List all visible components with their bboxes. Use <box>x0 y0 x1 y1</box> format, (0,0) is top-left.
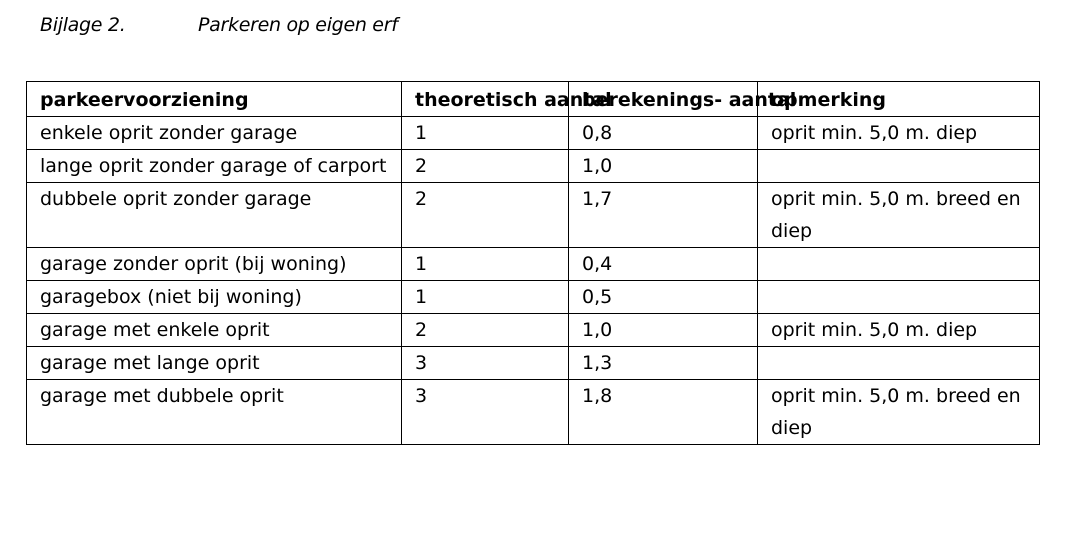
cell-opmerking <box>758 281 1040 314</box>
cell-opmerking <box>758 347 1040 380</box>
table-row <box>27 150 1040 183</box>
cell-parkeervoorziening: garage met dubbele oprit <box>27 380 402 445</box>
column-header-opmerking: opmerking <box>758 82 1040 117</box>
cell-opmerking: oprit min. 5,0 m. breed en diep <box>758 183 1040 248</box>
cell-berekeningsaantal: 1,0 <box>569 314 758 347</box>
cell-opmerking: oprit min. 5,0 m. breed en diep <box>758 380 1040 445</box>
cell-opmerking: oprit min. 5,0 m. diep <box>758 117 1040 150</box>
table-row <box>27 248 1040 281</box>
cell-theoretisch-aantal: 3 <box>402 380 569 445</box>
cell-theoretisch-aantal: 2 <box>402 183 569 248</box>
cell-parkeervoorziening: dubbele oprit zonder garage <box>27 183 402 248</box>
cell-berekeningsaantal: 0,8 <box>569 117 758 150</box>
appendix-number: Bijlage 2. <box>40 14 126 36</box>
cell-theoretisch-aantal: 1 <box>402 248 569 281</box>
cell-opmerking <box>758 248 1040 281</box>
cell-theoretisch-aantal: 1 <box>402 117 569 150</box>
cell-parkeervoorziening: garagebox (niet bij woning) <box>27 281 402 314</box>
table-header-row <box>27 82 1040 117</box>
cell-berekeningsaantal: 1,7 <box>569 183 758 248</box>
cell-berekeningsaantal: 1,3 <box>569 347 758 380</box>
cell-berekeningsaantal: 0,5 <box>569 281 758 314</box>
cell-opmerking: oprit min. 5,0 m. diep <box>758 314 1040 347</box>
column-header-parkeervoorziening: parkeervoorziening <box>27 82 402 117</box>
column-header-theoretisch-aantal: theoretisch aantal <box>402 82 569 117</box>
table-row <box>27 347 1040 380</box>
appendix-title: Parkeren op eigen erf <box>198 14 398 36</box>
cell-parkeervoorziening: garage zonder oprit (bij woning) <box>27 248 402 281</box>
cell-parkeervoorziening: lange oprit zonder garage of carport <box>27 150 402 183</box>
cell-berekeningsaantal: 0,4 <box>569 248 758 281</box>
cell-parkeervoorziening: garage met lange oprit <box>27 347 402 380</box>
cell-theoretisch-aantal: 2 <box>402 150 569 183</box>
table-row <box>27 380 1040 445</box>
table-row <box>27 117 1040 150</box>
cell-parkeervoorziening: garage met enkele oprit <box>27 314 402 347</box>
table-row <box>27 281 1040 314</box>
cell-berekeningsaantal: 1,8 <box>569 380 758 445</box>
column-header-berekeningsaantal: berekenings- aantal <box>569 82 758 117</box>
cell-theoretisch-aantal: 1 <box>402 281 569 314</box>
cell-opmerking <box>758 150 1040 183</box>
cell-parkeervoorziening: enkele oprit zonder garage <box>27 117 402 150</box>
parking-table <box>26 81 1040 445</box>
cell-berekeningsaantal: 1,0 <box>569 150 758 183</box>
table-row <box>27 314 1040 347</box>
cell-theoretisch-aantal: 2 <box>402 314 569 347</box>
table-row <box>27 183 1040 248</box>
cell-theoretisch-aantal: 3 <box>402 347 569 380</box>
